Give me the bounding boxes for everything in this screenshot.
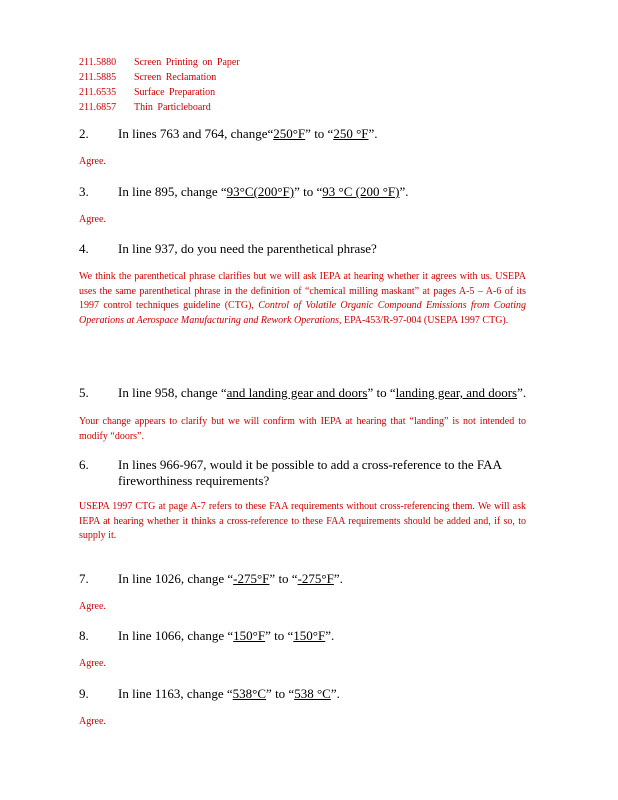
code-list xyxy=(79,55,240,115)
question-8: 8. In line 1066, change “150°F” to “150°F”. xyxy=(79,628,335,643)
question-4: 4. In line 937, do you need the parenthetical phrase? xyxy=(79,241,377,256)
question-6: 6. In lines 966-967, would it be possible to add a cross-reference to the FAA fireworthiness requirements? xyxy=(79,457,502,488)
code-row: 211.6857 Thin Particleboard xyxy=(79,102,211,113)
response-9: Agree. xyxy=(79,716,106,727)
question-3: 3. In line 895, change “93°C(200°F)” to “93 °C (200 °F)”. xyxy=(79,184,409,199)
question-9: 9. In line 1163, change “538°C” to “538 °C”. xyxy=(79,686,340,701)
code-row: 211.5885 Screen Reclamation xyxy=(79,72,217,83)
response-4: We think the parenthetical phrase clarifies but we will ask IEPA at hearing whether it agrees with us. USEPA uses the same parenthetical phrase in the definition of “chemical milling maskant” at pages A-5 – A-6 of its 1997 control techniques guideline (CTG), Control of Volatile Organic Compound Emissions from Coating Operations at Aerospace Manufacturing and Rework Operations, EPA-453/R-97-004 (USEPA 1997 CTG). xyxy=(79,271,526,326)
question-2: 2. In lines 763 and 764, change“250°F” to “250 °F”. xyxy=(79,126,378,141)
question-7: 7. In line 1026, change “-275°F” to “-275°F”. xyxy=(79,571,343,586)
response-3: Agree. xyxy=(79,214,106,225)
response-8: Agree. xyxy=(79,658,106,669)
response-7: Agree. xyxy=(79,601,106,612)
response-5: Your change appears to clarify but we will confirm with IEPA at hearing that “landing” is not intended to modify “doors”. xyxy=(79,416,526,442)
response-6: USEPA 1997 CTG at page A-7 refers to these FAA requirements without cross-referencing them. We will ask IEPA at hearing whether it thinks a cross-reference to these FAA requirements should be added and, if so, to supply it. xyxy=(79,501,526,541)
response-2: Agree. xyxy=(79,156,106,167)
question-5: 5. In line 958, change “and landing gear and doors” to “landing gear, and doors”. xyxy=(79,385,527,400)
code-row: 211.5880 Screen Printing on Paper xyxy=(79,57,240,68)
code-row: 211.6535 Surface Preparation xyxy=(79,87,216,98)
